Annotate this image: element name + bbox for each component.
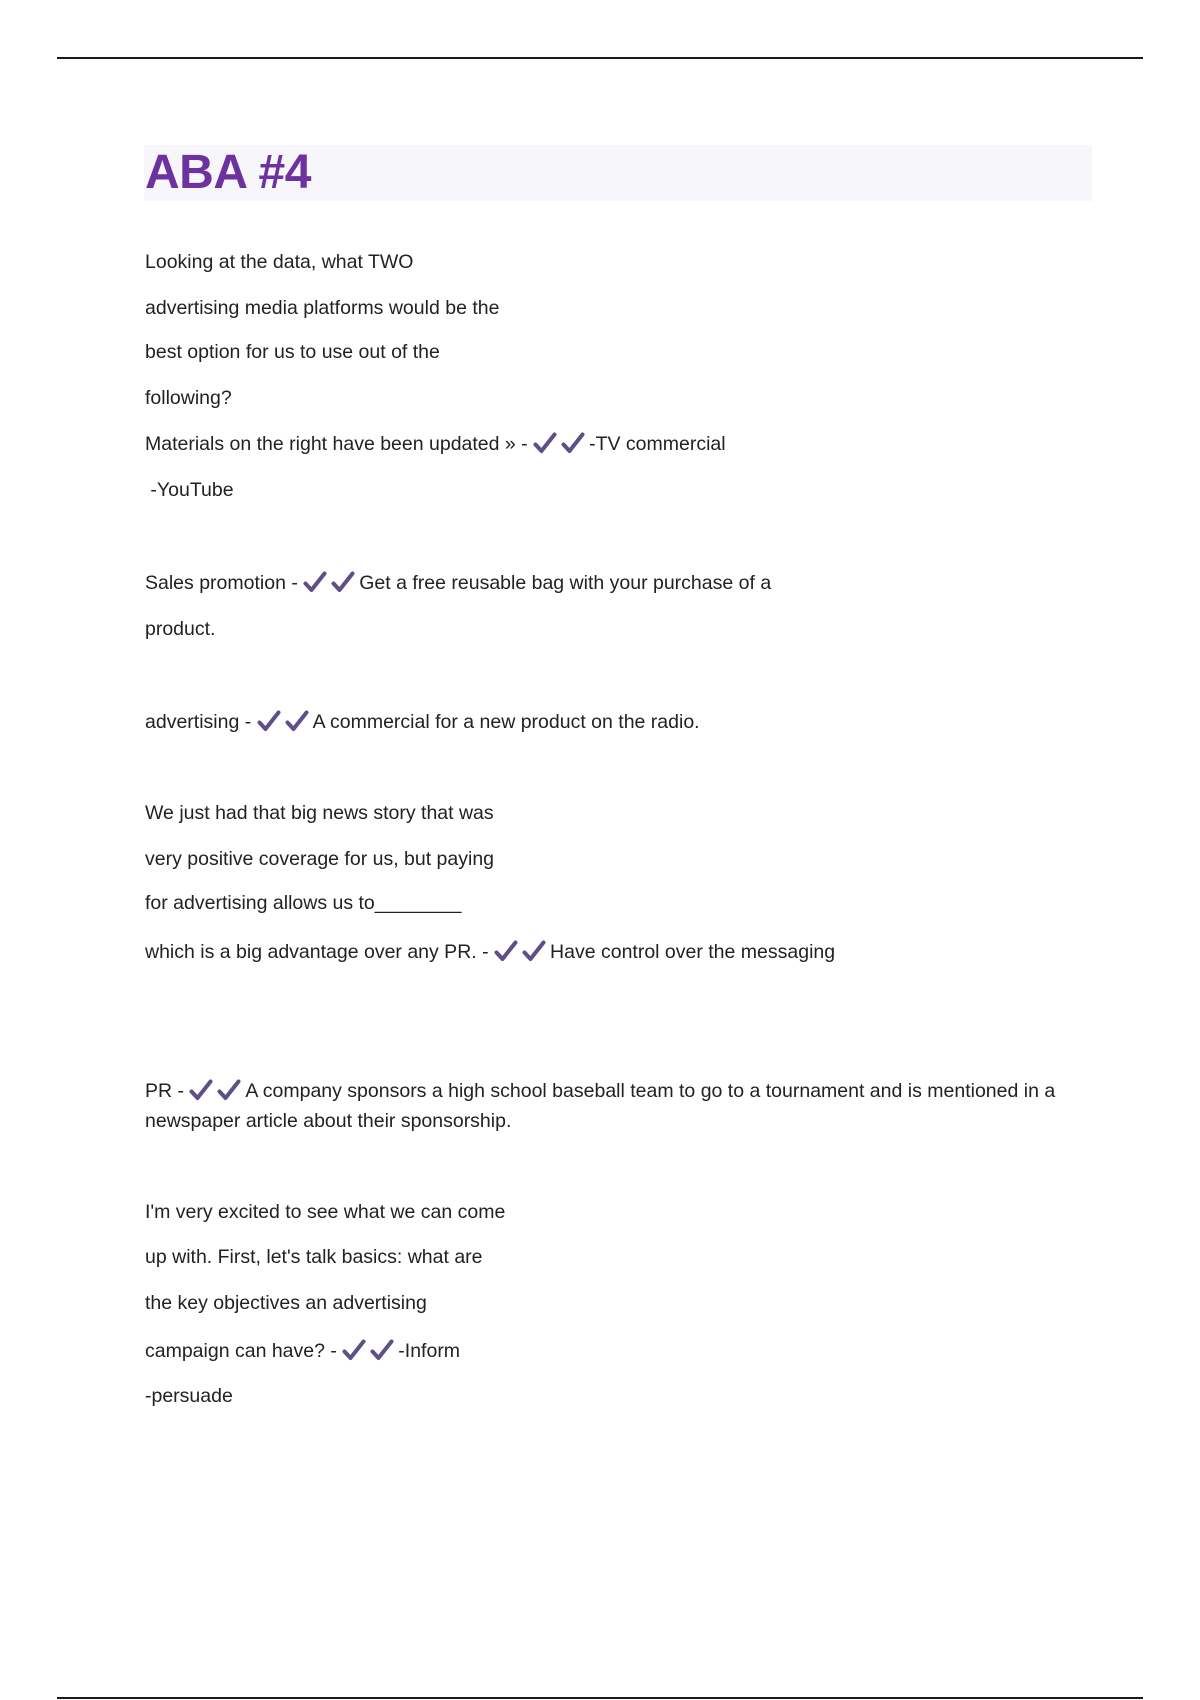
question-answer-line	[145, 710, 700, 734]
checkmark-icon	[303, 571, 327, 593]
question-answer-line	[145, 432, 726, 456]
answer-text: -TV commercial	[589, 433, 726, 455]
question-text: advertising -	[145, 711, 257, 733]
answer-text: A company sponsors a high school baseball team to go to a tournament and is mentioned in a	[245, 1080, 1056, 1102]
text-line: the key objectives an advertising	[145, 1292, 427, 1314]
text-line: newspaper article about their sponsorship.	[145, 1110, 512, 1132]
checkmark-icon	[342, 1339, 366, 1361]
answer-text: A commercial for a new product on the radio.	[312, 711, 700, 733]
checkmark-icon	[522, 940, 546, 962]
text-line: I'm very excited to see what we can come	[145, 1201, 506, 1223]
text-line: best option for us to use out of the	[145, 341, 440, 363]
top-rule	[57, 57, 1143, 59]
checkmark-icon	[331, 571, 355, 593]
checkmark-icon	[257, 710, 281, 732]
checkmark-icon	[189, 1079, 213, 1101]
checkmark-icon	[494, 940, 518, 962]
text-line: Looking at the data, what TWO	[145, 251, 414, 273]
text-line: -persuade	[145, 1385, 233, 1407]
question-answer-line	[145, 1339, 460, 1363]
bottom-rule	[57, 1697, 1143, 1699]
text-line: for advertising allows us to________	[145, 892, 462, 914]
page-title: ABA #4	[145, 146, 311, 199]
answer-text: Get a free reusable bag with your purchase of a	[359, 572, 772, 594]
text-line: product.	[145, 618, 216, 640]
answer-text: Have control over the messaging	[550, 941, 836, 963]
checkmark-icon	[217, 1079, 241, 1101]
text-line: -YouTube	[145, 479, 234, 501]
checkmark-icon	[561, 432, 585, 454]
checkmark-icon	[533, 432, 557, 454]
question-answer-line	[145, 1079, 1055, 1103]
question-text: which is a big advantage over any PR. -	[145, 941, 495, 963]
question-text: campaign can have? -	[145, 1340, 343, 1362]
question-answer-line	[145, 940, 835, 964]
question-text: Materials on the right have been updated » -	[145, 433, 534, 455]
checkmark-icon	[285, 710, 309, 732]
text-line: very positive coverage for us, but paying	[145, 848, 495, 870]
question-text: Sales promotion -	[145, 572, 304, 594]
question-answer-line	[145, 571, 771, 595]
text-line: We just had that big news story that was	[145, 802, 494, 824]
checkmark-icon	[370, 1339, 394, 1361]
text-line: following?	[145, 387, 232, 409]
question-text: PR -	[145, 1080, 190, 1102]
text-line: advertising media platforms would be the	[145, 297, 500, 319]
text-line: up with. First, let's talk basics: what are	[145, 1246, 483, 1268]
answer-text: -Inform	[398, 1340, 461, 1362]
